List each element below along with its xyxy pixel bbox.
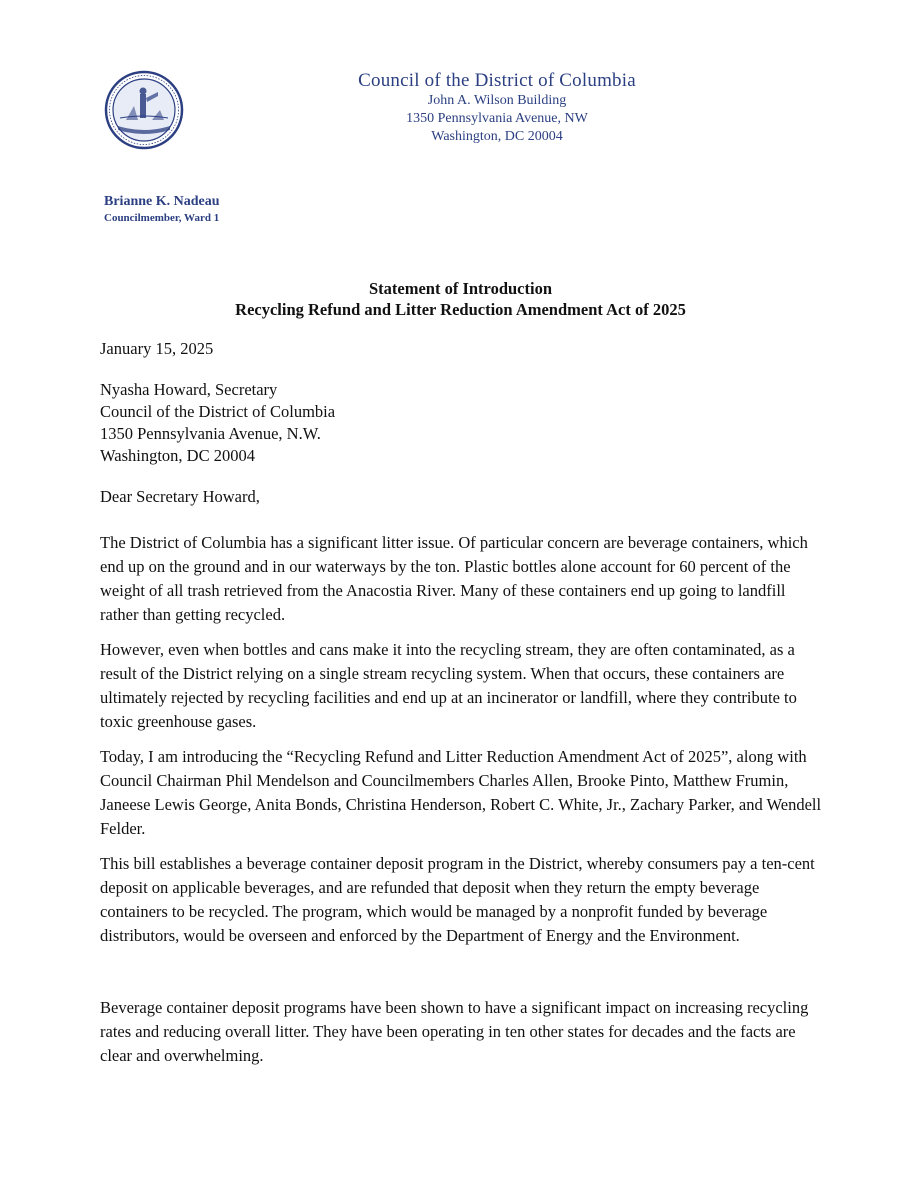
sender-title: Councilmember, Ward 1: [104, 212, 220, 224]
district-seal-icon: [104, 70, 184, 150]
body-paragraph-4: This bill establishes a beverage container deposit program in the District, whereby consumers pay a ten-cent deposit on applicable beverages, and are refunded that deposit when they return the empty beverage containers to be recycled. The program, which would be managed by a nonprofit funded by beverage distributors, would be overseen and enforced by the Department of Energy and the Environment.: [100, 854, 815, 945]
letterhead: [104, 70, 664, 150]
recipient-line-2: Council of the District of Columbia: [100, 402, 336, 421]
building-name: John A. Wilson Building: [427, 93, 567, 108]
letterhead-address-block: [332, 70, 662, 146]
salutation: Dear Secretary Howard,: [100, 487, 260, 506]
recipient-line-3: 1350 Pennsylvania Avenue, N.W.: [100, 424, 321, 443]
recipient-line-1: Nyasha Howard, Secretary: [100, 380, 278, 399]
body-paragraph-3: Today, I am introducing the “Recycling Refund and Litter Reduction Amendment Act of 2025”, along with Council Chairman Phil Mendelson and Councilmembers Charles Allen, Brooke Pinto, Matthew Frumin, Janeese Lewis George, Anita Bonds, Christina Henderson, Robert C. White, Jr., Zachary Parker, and Wendell Felder.: [100, 747, 822, 838]
document-heading: [0, 278, 921, 320]
letter-date: January 15, 2025: [100, 339, 214, 358]
recipient-address: [100, 379, 825, 467]
heading-line-1: Statement of Introduction: [368, 279, 553, 298]
recipient-line-4: Washington, DC 20004: [100, 446, 255, 465]
sender-name: Brianne K. Nadeau: [104, 194, 220, 209]
street-address: 1350 Pennsylvania Avenue, NW: [406, 111, 588, 126]
heading-line-2: Recycling Refund and Litter Reduction Amendment Act of 2025: [235, 300, 686, 319]
sender-block: [104, 193, 220, 225]
organization-name: Council of the District of Columbia: [358, 70, 636, 91]
body-paragraph-1: The District of Columbia has a significant litter issue. Of particular concern are beverage containers, which end up on the ground and in our waterways by the ton. Plastic bottles alone account for 60 percent of the weight of all trash retrieved from the Anacostia River. Many of these containers end up going to landfill rather than getting recycled.: [100, 533, 808, 624]
body-paragraph-5: Beverage container deposit programs have been shown to have a significant impact on increasing recycling rates and reducing overall litter. They have been operating in ten other states for decades and the facts are clear and overwhelming.: [100, 998, 809, 1065]
body-paragraph-2: However, even when bottles and cans make it into the recycling stream, they are often contaminated, as a result of the District relying on a single stream recycling system. When that occurs, these containers are ultimately rejected by recycling facilities and end up at an incinerator or landfill, where they contribute to toxic greenhouse gases.: [100, 640, 797, 731]
city-address: Washington, DC 20004: [431, 129, 563, 144]
